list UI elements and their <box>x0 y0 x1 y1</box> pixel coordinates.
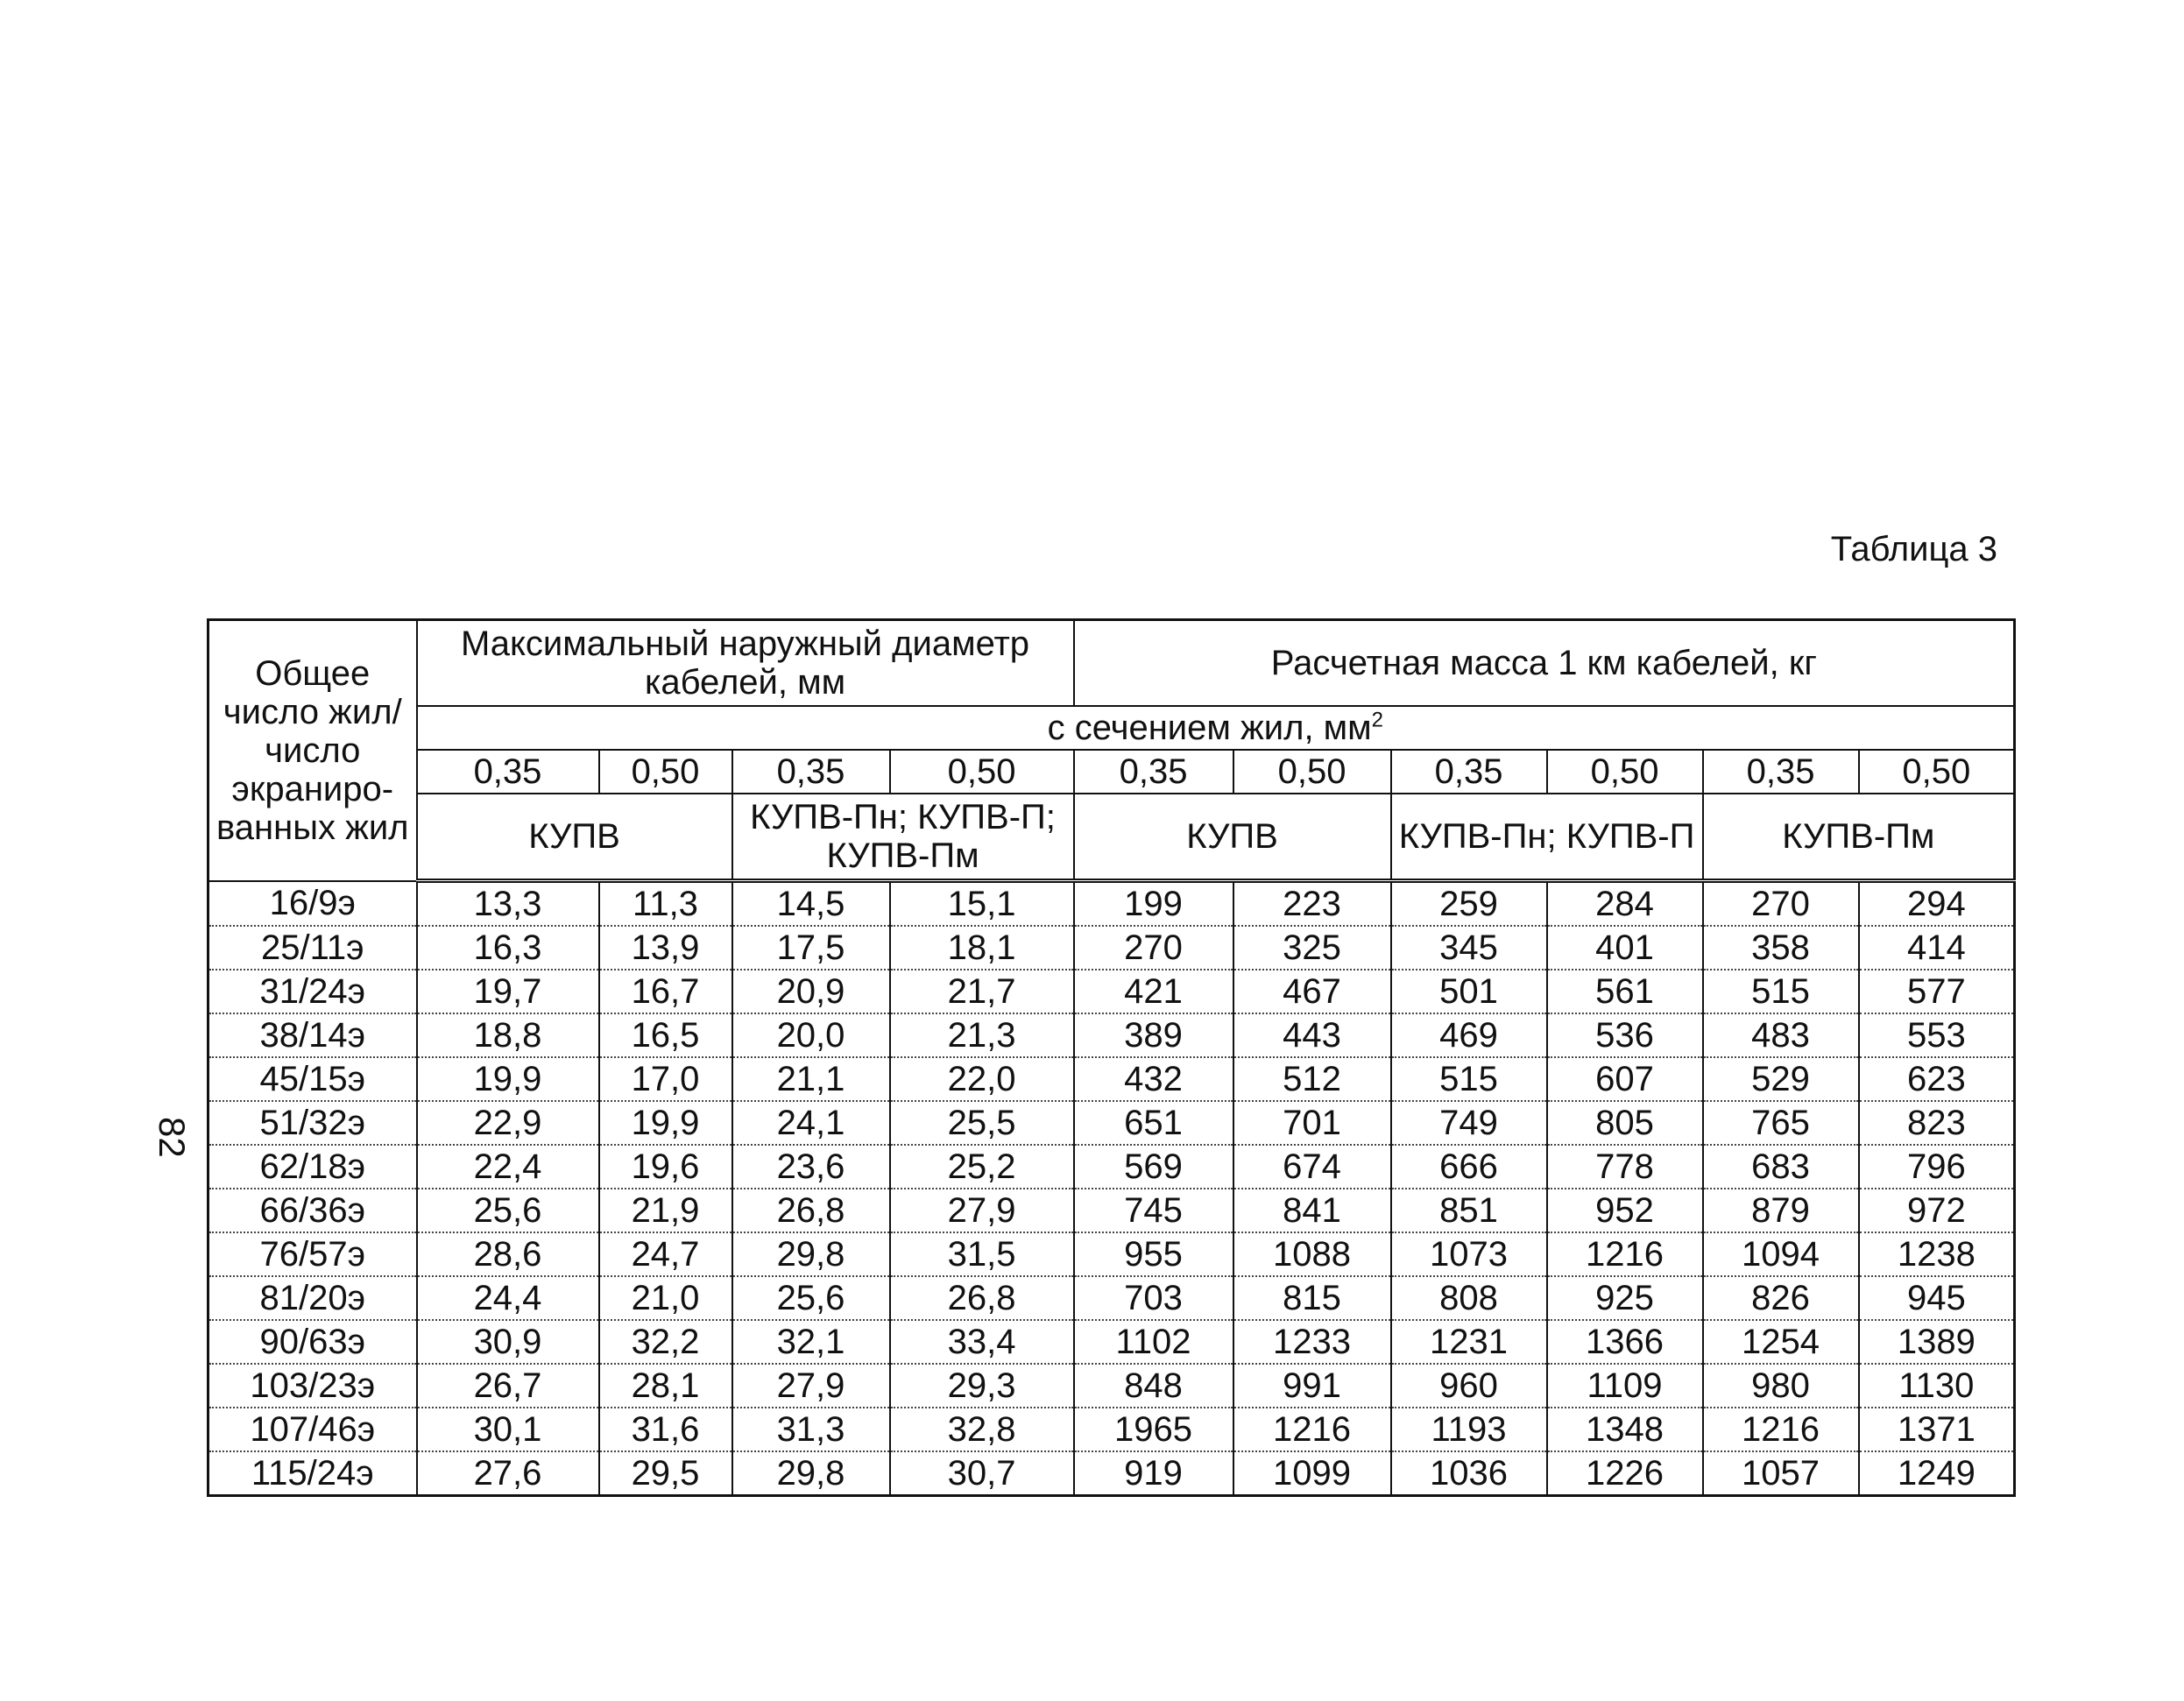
cross-section-sup: 2 <box>1371 708 1384 732</box>
table-cell: 29,5 <box>599 1451 732 1496</box>
table-cell: 805 <box>1547 1101 1703 1145</box>
table-cell: 345 <box>1391 926 1547 970</box>
table-row <box>209 1232 2015 1276</box>
table-cell: 1366 <box>1547 1320 1703 1364</box>
table-cell: 19,6 <box>599 1145 732 1189</box>
table-cell: 952 <box>1547 1189 1703 1232</box>
size-header: 0,50 <box>1547 750 1703 794</box>
table-body <box>209 881 2015 1496</box>
table-cell: 991 <box>1233 1364 1391 1408</box>
size-header: 0,35 <box>1703 750 1859 794</box>
table-cell: 536 <box>1547 1013 1703 1057</box>
table-cell: 21,1 <box>732 1057 890 1101</box>
table-cell: 18,8 <box>417 1013 599 1057</box>
table-cell: 1102 <box>1074 1320 1233 1364</box>
table-cell: 666 <box>1391 1145 1547 1189</box>
table-cell: 851 <box>1391 1189 1547 1232</box>
row-label-cell: 25/11э <box>209 926 417 970</box>
table-cell: 32,1 <box>732 1320 890 1364</box>
table-cell: 879 <box>1703 1189 1859 1232</box>
table-cell: 1249 <box>1859 1451 2015 1496</box>
table-cell: 925 <box>1547 1276 1703 1320</box>
row-label-cell: 45/15э <box>209 1057 417 1101</box>
size-header: 0,35 <box>417 750 599 794</box>
table-cell: 25,6 <box>732 1276 890 1320</box>
size-header: 0,50 <box>890 750 1074 794</box>
cross-section-label: с сечением жил, мм <box>1047 709 1372 747</box>
table-cell: 841 <box>1233 1189 1391 1232</box>
table-row <box>209 1364 2015 1408</box>
table-cell: 21,9 <box>599 1189 732 1232</box>
table-cell: 960 <box>1391 1364 1547 1408</box>
table-cell: 358 <box>1703 926 1859 970</box>
table-cell: 501 <box>1391 970 1547 1013</box>
table-cell: 1233 <box>1233 1320 1391 1364</box>
table-cell: 980 <box>1703 1364 1859 1408</box>
row-label-cell: 90/63э <box>209 1320 417 1364</box>
table-cell: 11,3 <box>599 881 732 927</box>
size-header: 0,50 <box>599 750 732 794</box>
diameter-group-header: Максимальный наружный диаметр кабелей, мм <box>417 620 1074 707</box>
table-cell: 796 <box>1859 1145 2015 1189</box>
table-cell: 17,5 <box>732 926 890 970</box>
table-cell: 1965 <box>1074 1408 1233 1451</box>
table-cell: 443 <box>1233 1013 1391 1057</box>
table-cell: 23,6 <box>732 1145 890 1189</box>
table-cell: 325 <box>1233 926 1391 970</box>
table-cell: 808 <box>1391 1276 1547 1320</box>
table-cell: 515 <box>1703 970 1859 1013</box>
table-cell: 17,0 <box>599 1057 732 1101</box>
table-cell: 1109 <box>1547 1364 1703 1408</box>
row-label-header: Общее число жил/число экраниро-ванных жил <box>209 620 417 881</box>
table-cell: 1057 <box>1703 1451 1859 1496</box>
table-cell: 815 <box>1233 1276 1391 1320</box>
table-cell: 1389 <box>1859 1320 2015 1364</box>
table-cell: 19,9 <box>417 1057 599 1101</box>
table-row <box>209 1276 2015 1320</box>
table-cell: 15,1 <box>890 881 1074 927</box>
table-cell: 1216 <box>1703 1408 1859 1451</box>
table-cell: 1348 <box>1547 1408 1703 1451</box>
table-cell: 31,6 <box>599 1408 732 1451</box>
table-cell: 1073 <box>1391 1232 1547 1276</box>
table-cell: 26,8 <box>732 1189 890 1232</box>
table-cell: 467 <box>1233 970 1391 1013</box>
table-cell: 29,8 <box>732 1451 890 1496</box>
table-cell: 483 <box>1703 1013 1859 1057</box>
table-cell: 22,0 <box>890 1057 1074 1101</box>
table-cell: 31,5 <box>890 1232 1074 1276</box>
table-cell: 21,3 <box>890 1013 1074 1057</box>
table-cell: 1238 <box>1859 1232 2015 1276</box>
table-cell: 607 <box>1547 1057 1703 1101</box>
table-cell: 1094 <box>1703 1232 1859 1276</box>
row-label-cell: 62/18э <box>209 1145 417 1189</box>
table-cell: 1254 <box>1703 1320 1859 1364</box>
table-cell: 26,7 <box>417 1364 599 1408</box>
table-cell: 703 <box>1074 1276 1233 1320</box>
table-cell: 27,9 <box>890 1189 1074 1232</box>
table-cell: 27,6 <box>417 1451 599 1496</box>
brand-header: КУПВ-Пн; КУПВ-П; КУПВ-Пм <box>732 794 1074 881</box>
table-cell: 19,9 <box>599 1101 732 1145</box>
table-cell: 31,3 <box>732 1408 890 1451</box>
table-cell: 919 <box>1074 1451 1233 1496</box>
table-cell: 826 <box>1703 1276 1859 1320</box>
table-cell: 24,7 <box>599 1232 732 1276</box>
table-cell: 651 <box>1074 1101 1233 1145</box>
table-cell: 1130 <box>1859 1364 2015 1408</box>
size-header: 0,50 <box>1233 750 1391 794</box>
table-cell: 16,7 <box>599 970 732 1013</box>
table-cell: 22,4 <box>417 1145 599 1189</box>
row-label-cell: 16/9э <box>209 881 417 927</box>
table-row <box>209 1451 2015 1496</box>
row-label-cell: 81/20э <box>209 1276 417 1320</box>
table-cell: 1371 <box>1859 1408 2015 1451</box>
brand-header: КУПВ <box>1074 794 1391 881</box>
table-cell: 1216 <box>1233 1408 1391 1451</box>
row-label-cell: 66/36э <box>209 1189 417 1232</box>
table-cell: 569 <box>1074 1145 1233 1189</box>
table-cell: 561 <box>1547 970 1703 1013</box>
table-cell: 749 <box>1391 1101 1547 1145</box>
table-cell: 21,7 <box>890 970 1074 1013</box>
size-header: 0,35 <box>1074 750 1233 794</box>
row-label-cell: 107/46э <box>209 1408 417 1451</box>
table-row <box>209 1189 2015 1232</box>
row-label-cell: 115/24э <box>209 1451 417 1496</box>
table-cell: 32,8 <box>890 1408 1074 1451</box>
table-cell: 674 <box>1233 1145 1391 1189</box>
table-cell: 745 <box>1074 1189 1233 1232</box>
table-cell: 16,5 <box>599 1013 732 1057</box>
table-cell: 1088 <box>1233 1232 1391 1276</box>
table-row <box>209 1101 2015 1145</box>
table-cell: 259 <box>1391 881 1547 927</box>
table-cell: 24,1 <box>732 1101 890 1145</box>
table-cell: 577 <box>1859 970 2015 1013</box>
table-row <box>209 881 2015 927</box>
table-caption: Таблица 3 <box>1830 530 1997 568</box>
table-cell: 765 <box>1703 1101 1859 1145</box>
row-label-cell: 38/14э <box>209 1013 417 1057</box>
table-cell: 294 <box>1859 881 2015 927</box>
table-row <box>209 970 2015 1013</box>
table-cell: 1036 <box>1391 1451 1547 1496</box>
table-cell: 701 <box>1233 1101 1391 1145</box>
mass-group-header: Расчетная масса 1 км кабелей, кг <box>1074 620 2015 707</box>
table-cell: 199 <box>1074 881 1233 927</box>
row-label-cell: 103/23э <box>209 1364 417 1408</box>
table-cell: 20,0 <box>732 1013 890 1057</box>
table-cell: 25,5 <box>890 1101 1074 1145</box>
table-cell: 515 <box>1391 1057 1547 1101</box>
table-cell: 778 <box>1547 1145 1703 1189</box>
row-label-cell: 51/32э <box>209 1101 417 1145</box>
brand-header: КУПВ-Пн; КУПВ-П <box>1391 794 1703 881</box>
table-cell: 28,1 <box>599 1364 732 1408</box>
size-header: 0,50 <box>1859 750 2015 794</box>
table-cell: 30,9 <box>417 1320 599 1364</box>
table-cell: 16,3 <box>417 926 599 970</box>
table-cell: 223 <box>1233 881 1391 927</box>
table-cell: 389 <box>1074 1013 1233 1057</box>
table-cell: 25,6 <box>417 1189 599 1232</box>
table-cell: 1231 <box>1391 1320 1547 1364</box>
table-cell: 25,2 <box>890 1145 1074 1189</box>
table-cell: 29,8 <box>732 1232 890 1276</box>
table-cell: 553 <box>1859 1013 2015 1057</box>
table-cell: 529 <box>1703 1057 1859 1101</box>
table-row <box>209 1408 2015 1451</box>
table-row <box>209 926 2015 970</box>
cable-spec-table <box>207 618 2016 1497</box>
table-cell: 972 <box>1859 1189 2015 1232</box>
table-row <box>209 1013 2015 1057</box>
table-cell: 945 <box>1859 1276 2015 1320</box>
table-cell: 13,3 <box>417 881 599 927</box>
cross-section-header <box>417 706 2015 750</box>
table-cell: 955 <box>1074 1232 1233 1276</box>
row-label-cell: 76/57э <box>209 1232 417 1276</box>
table-cell: 414 <box>1859 926 2015 970</box>
size-header: 0,35 <box>1391 750 1547 794</box>
table-cell: 270 <box>1703 881 1859 927</box>
table-cell: 30,7 <box>890 1451 1074 1496</box>
table-cell: 26,8 <box>890 1276 1074 1320</box>
table-cell: 32,2 <box>599 1320 732 1364</box>
table-cell: 22,9 <box>417 1101 599 1145</box>
table-cell: 848 <box>1074 1364 1233 1408</box>
brand-header: КУПВ-Пм <box>1703 794 2015 881</box>
row-label-cell: 31/24э <box>209 970 417 1013</box>
table-cell: 27,9 <box>732 1364 890 1408</box>
table-cell: 33,4 <box>890 1320 1074 1364</box>
table-cell: 823 <box>1859 1101 2015 1145</box>
table-cell: 421 <box>1074 970 1233 1013</box>
page-number: 82 <box>152 1117 193 1158</box>
table-cell: 30,1 <box>417 1408 599 1451</box>
table-cell: 13,9 <box>599 926 732 970</box>
table-row <box>209 1320 2015 1364</box>
table-cell: 1099 <box>1233 1451 1391 1496</box>
table-row <box>209 1145 2015 1189</box>
table-cell: 18,1 <box>890 926 1074 970</box>
table-cell: 19,7 <box>417 970 599 1013</box>
table-cell: 14,5 <box>732 881 890 927</box>
table-row <box>209 1057 2015 1101</box>
table-cell: 21,0 <box>599 1276 732 1320</box>
table-cell: 623 <box>1859 1057 2015 1101</box>
table-cell: 401 <box>1547 926 1703 970</box>
table-cell: 469 <box>1391 1013 1547 1057</box>
table-cell: 683 <box>1703 1145 1859 1189</box>
table-cell: 432 <box>1074 1057 1233 1101</box>
table-cell: 270 <box>1074 926 1233 970</box>
table-cell: 1226 <box>1547 1451 1703 1496</box>
table-cell: 24,4 <box>417 1276 599 1320</box>
table-cell: 1193 <box>1391 1408 1547 1451</box>
table-cell: 20,9 <box>732 970 890 1013</box>
table-cell: 284 <box>1547 881 1703 927</box>
table-cell: 512 <box>1233 1057 1391 1101</box>
size-header: 0,35 <box>732 750 890 794</box>
table-cell: 1216 <box>1547 1232 1703 1276</box>
brand-header: КУПВ <box>417 794 732 881</box>
table-cell: 28,6 <box>417 1232 599 1276</box>
table-cell: 29,3 <box>890 1364 1074 1408</box>
